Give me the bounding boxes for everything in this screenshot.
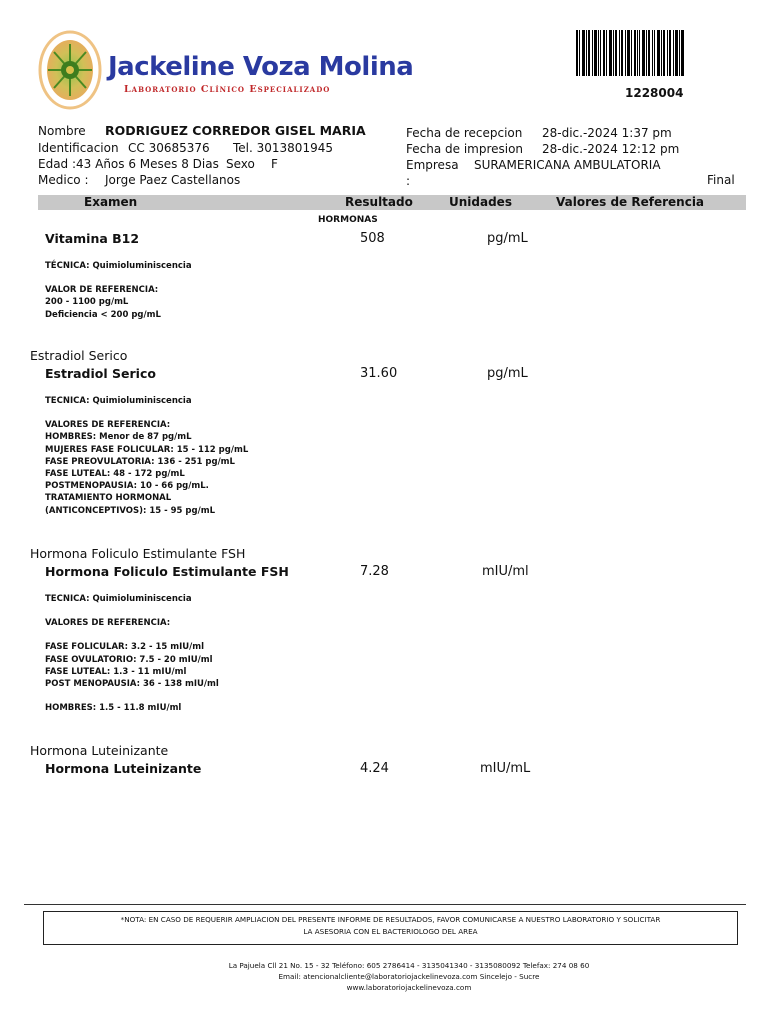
note-line: FASE FOLICULAR: 3.2 - 15 mIU/ml: [45, 642, 205, 653]
note-line: [45, 605, 219, 617]
note-line: TECNICA: Quimioluminiscencia: [45, 396, 192, 406]
note-line: (ANTICONCEPTIVOS): 15 - 95 pg/mL: [45, 505, 215, 516]
footer-note-line: *NOTA: EN CASO DE REQUERIR AMPLIACION DEL PRESENTE INFORME DE RESULTADOS, FAVOR COMUNICARSE A NUESTRO LABORATORIO Y SOLICITAR: [120, 915, 661, 924]
lab-subtitle: Laboratorio Clínico Especializado: [124, 84, 331, 95]
company-name: SURAMERICANA AMBULATORIA: [474, 158, 661, 172]
test-result: 508: [360, 231, 385, 246]
doctor-label: Medico :: [38, 173, 89, 187]
test-notes: [45, 593, 219, 714]
test-result: 4.24: [360, 761, 389, 776]
footer-note-line: LA ASESORIA CON EL BACTERIOLOGO DEL AREA: [303, 927, 478, 936]
note-line: [45, 272, 192, 284]
reception-label: Fecha de recepcion: [406, 126, 523, 140]
note-line: TECNICA: Quimioluminiscencia: [45, 594, 192, 604]
note-line: FASE LUTEAL: 48 - 172 pg/mL: [45, 469, 185, 480]
id-label: Identificacion: [38, 141, 119, 155]
footer-website: www.laboratoriojackelinevoza.com: [346, 983, 472, 992]
note-line: VALOR DE REFERENCIA:: [45, 285, 159, 296]
test-name: Vitamina B12: [45, 231, 140, 246]
order-number: 1228004: [625, 86, 684, 100]
test-unit: pg/mL: [487, 366, 528, 381]
note-line: 200 - 1100 pg/mL: [45, 297, 129, 308]
report-status: Final: [707, 173, 735, 187]
section-title: HORMONAS: [318, 215, 378, 225]
test-notes: [45, 395, 248, 517]
note-line: VALORES DE REFERENCIA:: [45, 420, 171, 431]
results-table-header: [38, 195, 746, 210]
note-line: [45, 407, 248, 419]
note-line: TÉCNICA: Quimioluminiscencia: [45, 261, 192, 271]
test-unit: mIU/mL: [480, 761, 531, 776]
test-group-title: Hormona Luteinizante: [30, 743, 169, 758]
id-value: CC 30685376: [128, 141, 210, 155]
col-exam: Examen: [84, 195, 138, 209]
test-name: Hormona Foliculo Estimulante FSH: [45, 564, 289, 579]
footer-email: Email: atencionalcliente@laboratoriojackelinevoza.com Sincelejo - Sucre: [278, 972, 540, 981]
age: Edad :43 Años 6 Meses 8 Dias: [38, 157, 219, 171]
name-label: Nombre: [38, 124, 86, 138]
doctor-name: Jorge Paez Castellanos: [105, 173, 241, 187]
note-line: HOMBRES: 1.5 - 11.8 mIU/ml: [45, 703, 182, 714]
note-line: [45, 629, 219, 641]
note-line: TRATAMIENTO HORMONAL: [45, 493, 172, 504]
note-line: Deficiencia < 200 pg/mL: [45, 309, 161, 320]
footer-divider: [24, 904, 746, 905]
note-line: [45, 690, 219, 702]
colon-mark: :: [406, 174, 411, 188]
note-line: MUJERES FASE FOLICULAR: 15 - 112 pg/mL: [45, 444, 249, 455]
col-result: Resultado: [345, 195, 413, 209]
company-label: Empresa: [406, 158, 459, 172]
col-units: Unidades: [449, 195, 512, 209]
note-line: VALORES DE REFERENCIA:: [45, 618, 171, 629]
lab-name: Jackeline Voza Molina: [108, 52, 414, 82]
footer-note-box: [43, 911, 738, 945]
col-reference: Valores de Referencia: [556, 195, 705, 209]
note-line: FASE PREOVULATORIA: 136 - 251 pg/mL: [45, 456, 235, 467]
test-result: 7.28: [360, 564, 389, 579]
test-name: Hormona Luteinizante: [45, 761, 202, 776]
print-date: 28-dic.-2024 12:12 pm: [542, 142, 680, 156]
note-line: POSTMENOPAUSIA: 10 - 66 pg/mL.: [45, 481, 209, 492]
patient-name: RODRIGUEZ CORREDOR GISEL MARIA: [105, 123, 366, 138]
sex-value: F: [271, 157, 278, 171]
note-line: HOMBRES: Menor de 87 pg/mL: [45, 432, 192, 443]
test-result: 31.60: [360, 366, 398, 381]
note-line: FASE OVULATORIO: 7.5 - 20 mIU/ml: [45, 654, 213, 665]
footer-address: La Pajuela Cll 21 No. 15 - 32 Teléfono: 605 2786414 - 3135041340 - 3135080092 Telefax: 274 08 60: [228, 961, 590, 970]
test-name: Estradiol Serico: [45, 366, 156, 381]
lab-logo-icon: [38, 30, 102, 110]
phone: Tel. 3013801945: [233, 141, 333, 155]
print-label: Fecha de impresion: [406, 142, 524, 156]
sex-label: Sexo: [226, 157, 255, 171]
note-line: FASE LUTEAL: 1.3 - 11 mIU/ml: [45, 666, 187, 677]
test-unit: mIU/ml: [482, 564, 529, 579]
test-unit: pg/mL: [487, 231, 528, 246]
test-group-title: Estradiol Serico: [30, 348, 128, 363]
note-line: POST MENOPAUSIA: 36 - 138 mIU/ml: [45, 679, 219, 690]
barcode-icon: [576, 30, 684, 76]
test-group-title: Hormona Foliculo Estimulante FSH: [30, 546, 246, 561]
reception-date: 28-dic.-2024 1:37 pm: [542, 126, 672, 140]
test-notes: [45, 260, 192, 321]
